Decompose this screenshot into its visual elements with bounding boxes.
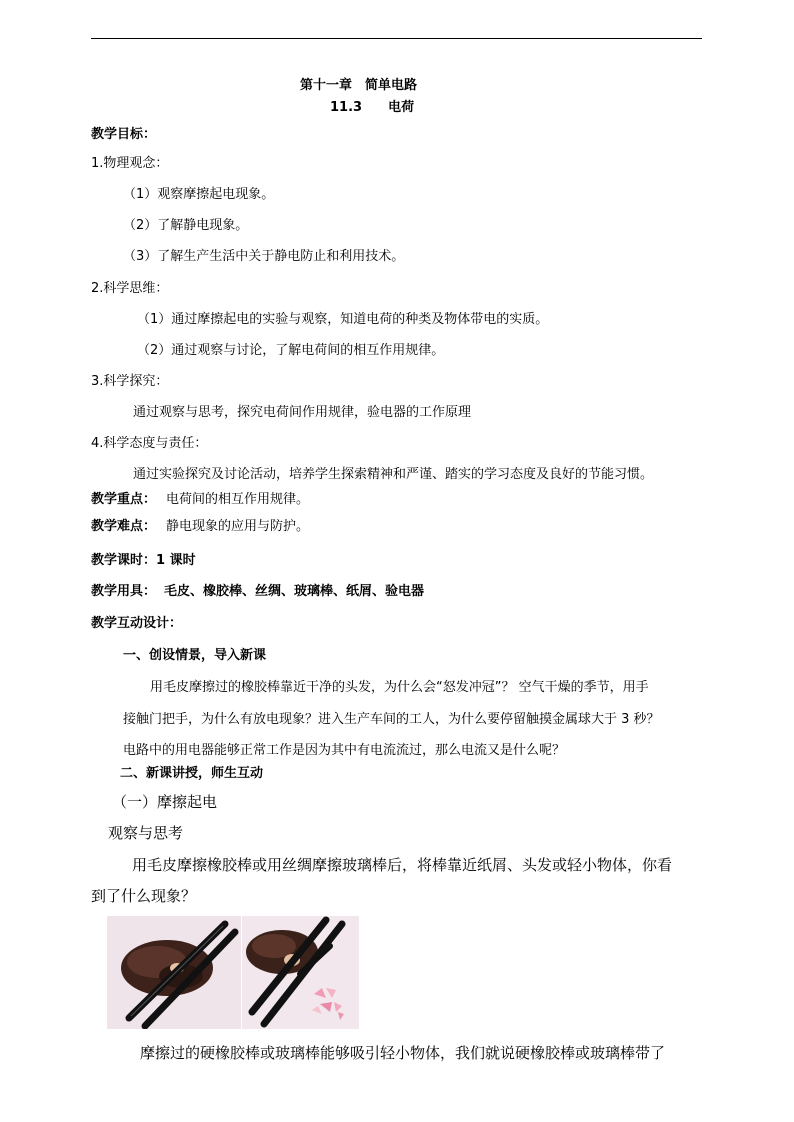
key-point-row xyxy=(91,492,309,508)
objective-item: （2）了解静电现象。 xyxy=(123,218,249,233)
difficulty-text: 静电现象的应用与防护。 xyxy=(166,519,310,534)
subsection-title: （一）摩擦起电 xyxy=(112,793,218,811)
paragraph-line: 接触门把手，为什么有放电现象？进入生产车间的工人，为什么要停留触摸金属球大于 3 秒？ xyxy=(123,712,660,727)
objective-item: （1）观察摩擦起电现象。 xyxy=(123,187,275,202)
objective-item: （3）了解生产生活中关于静电防止和利用技术。 xyxy=(123,249,405,264)
objective-text: 通过实验探究及讨论活动，培养学生探索精神和严谨、踏实的学习态度及良好的节能习惯。 xyxy=(133,467,654,482)
objective-group-title: 2.科学思维： xyxy=(91,281,169,296)
fur-rod-photo xyxy=(107,916,241,1029)
design-heading: 教学互动设计： xyxy=(91,616,183,631)
hours-row xyxy=(91,553,196,569)
hours-label: 教学课时： xyxy=(91,553,157,568)
tools-label: 教学用具： xyxy=(91,584,157,599)
paragraph-line: 用毛皮摩擦橡胶棒或用丝绸摩擦玻璃棒后，将棒靠近纸屑、头发或轻小物体，你看 xyxy=(132,856,673,874)
paragraph-line: 到了什么现象？ xyxy=(91,887,197,905)
paragraph-line: 摩擦过的硬橡胶棒或玻璃棒能够吸引轻小物体，我们就说硬橡胶棒或玻璃棒带了 xyxy=(140,1044,666,1062)
objective-item: （1）通过摩擦起电的实验与观察，知道电荷的种类及物体带电的实质。 xyxy=(137,312,549,327)
hours-text: 1 课时 xyxy=(156,553,196,568)
objective-text: 通过观察与思考，探究电荷间作用规律，验电器的工作原理 xyxy=(133,405,472,420)
objective-group-title: 4.科学态度与责任： xyxy=(91,436,208,451)
objective-item: （2）通过观察与讨论，了解电荷间的相互作用规律。 xyxy=(137,343,445,358)
difficulty-label: 教学难点： xyxy=(91,519,157,534)
observe-heading: 观察与思考 xyxy=(108,824,184,842)
objective-group-title: 1.物理观念： xyxy=(91,156,169,171)
tools-row xyxy=(91,584,424,600)
section-title: 11.3 电荷 xyxy=(330,100,415,115)
tools-text: 毛皮、橡胶棒、丝绸、玻璃棒、纸屑、验电器 xyxy=(164,584,425,599)
rod-paper-scraps-photo xyxy=(242,916,359,1029)
header-rule xyxy=(91,38,702,39)
part1-title: 一、创设情景，导入新课 xyxy=(123,648,267,663)
paragraph-line: 用毛皮摩擦过的橡胶棒靠近干净的头发，为什么会“怒发冲冠”？ 空气干燥的季节，用手 xyxy=(150,680,649,695)
chapter-title: 第十一章 简单电路 xyxy=(300,78,418,93)
objective-group-title: 3.科学探究： xyxy=(91,374,169,389)
objectives-heading: 教学目标： xyxy=(91,127,157,142)
part2-title: 二、新课讲授，师生互动 xyxy=(120,766,264,781)
difficulty-row xyxy=(91,519,309,535)
key-point-text: 电荷间的相互作用规律。 xyxy=(166,492,310,507)
paragraph-line: 电路中的用电器能够正常工作是因为其中有电流流过，那么电流又是什么呢？ xyxy=(123,743,566,758)
key-point-label: 教学重点： xyxy=(91,492,157,507)
